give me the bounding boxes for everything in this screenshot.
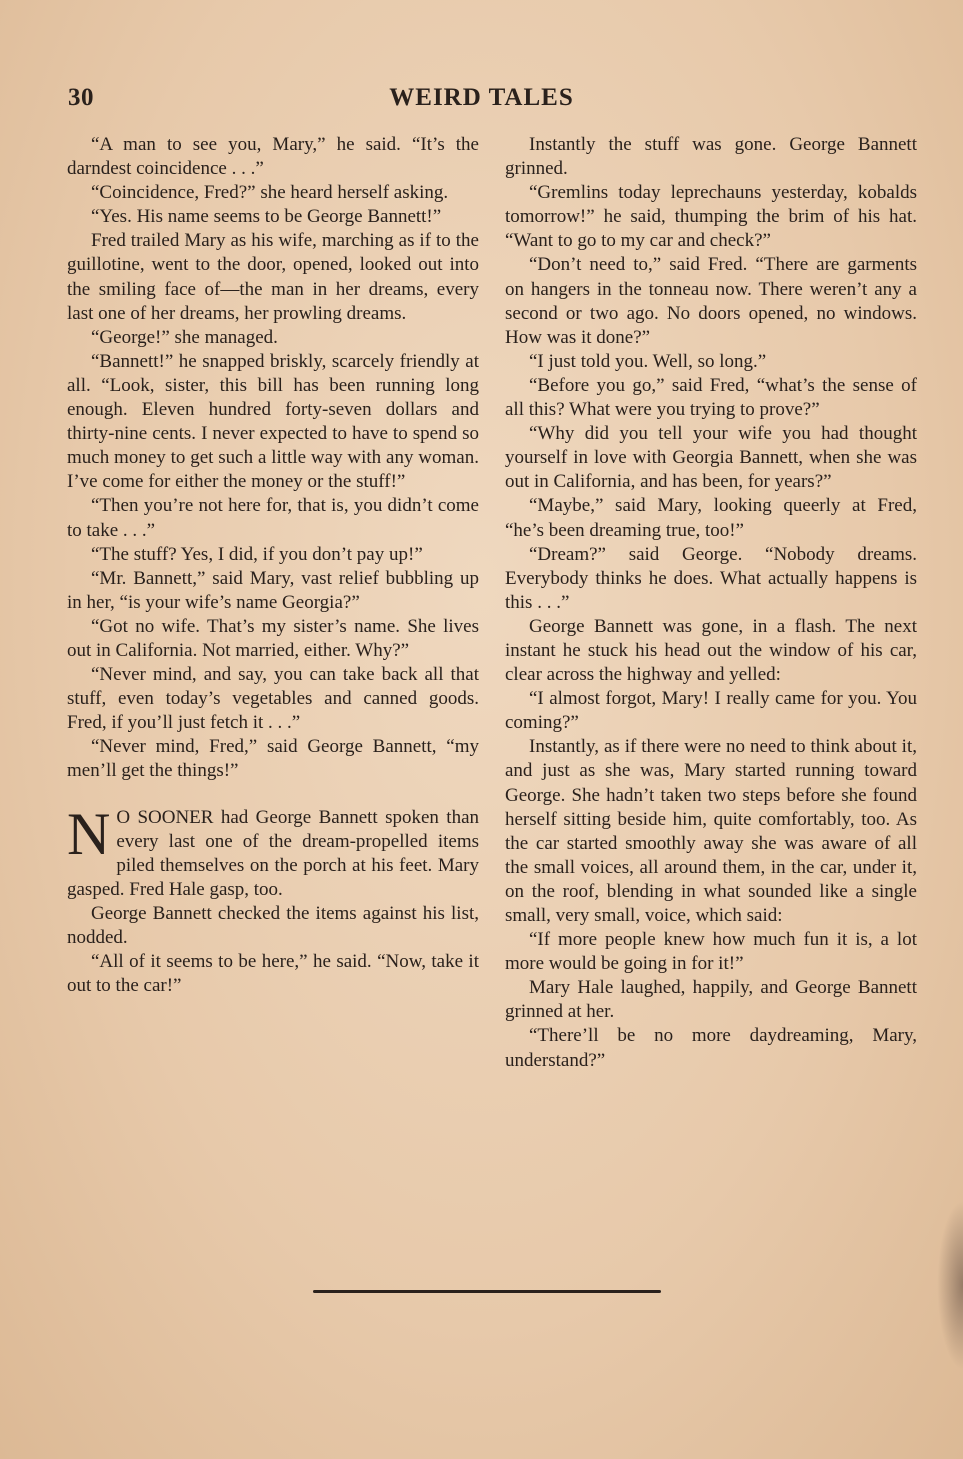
- paragraph: “Coincidence, Fred?” she heard herself asking.: [91, 182, 449, 204]
- paragraph: “I almost forgot, Mary! I really came for you. You coming?”: [505, 688, 917, 734]
- paragraph: “There’ll be no more daydreaming, Mary, understand?”: [505, 1025, 917, 1071]
- paragraph: “Never mind, Fred,” said George Bannett, “my men’ll get the things!”: [67, 736, 479, 782]
- paragraph: Instantly, as if there were no need to think about it, and just as she was, Mary started running toward George. She hadn’t taken two steps before she found herself sitting beside him, quite comfortably, too. As the car started smoothly away she was aware of all the small voices, all around them, in the car, under it, on the roof, blending in what sounded like a single small, very small, voice, which said:: [505, 736, 917, 926]
- paragraph: George Bannett checked the items against his list, nodded.: [67, 902, 479, 948]
- section-text: had George Bannett spoken than every last one of the dream-propelled items piled themselves on the porch at his feet. Mary gasped. Fred Hale gasp, too.: [67, 806, 480, 900]
- section-break-paragraph: [67, 800, 480, 902]
- paragraph: “Before you go,” said Fred, “what’s the sense of all this? What were you trying to prove?”: [505, 374, 917, 421]
- drop-cap: N: [67, 800, 111, 867]
- paragraph: “Don’t need to,” said Fred. “There are garments on hangers in the tonneau now. There weren’t any a second or two ago. No doors opened, no windows. How was it done?”: [505, 254, 917, 348]
- right-column: [505, 133, 917, 1073]
- running-head: WEIRD TALES: [389, 84, 574, 111]
- section-lead: O SOONER: [116, 806, 214, 828]
- paragraph: “Yes. His name seems to be George Bannett!”: [91, 206, 442, 228]
- paragraph: “Gremlins today leprechauns yesterday, kobalds tomorrow!” he said, thumping the brim of his hat. “Want to go to my car and check?”: [505, 182, 917, 252]
- paragraph: Fred trailed Mary as his wife, marching as if to the guillotine, went to the door, opened, looked out into the smiling face of—the man in her dreams, every last one of her dreams, her prowling dreams.: [67, 230, 479, 324]
- paragraph: “Got no wife. That’s my sister’s name. She lives out in California. Not married, either. Why?”: [67, 615, 479, 661]
- paragraph: “A man to see you, Mary,” he said. “It’s the darndest coincidence . . .”: [67, 134, 479, 180]
- end-rule: [313, 1290, 661, 1293]
- paragraph: “I just told you. Well, so long.”: [529, 350, 767, 372]
- paragraph: “If more people knew how much fun it is, a lot more would be going in for it!”: [505, 929, 917, 975]
- page-number: 30: [68, 84, 94, 111]
- page-edge-shadow: [937, 1200, 963, 1370]
- paragraph: “Bannett!” he snapped briskly, scarcely friendly at all. “Look, sister, this bill has been running long enough. Eleven hundred forty-seven dollars and thirty-nine cents. I never expected to have to spend so much money to get such a little way with any woman. I’ve come for either the money or the stuff!”: [67, 350, 479, 493]
- paragraph: “Mr. Bannett,” said Mary, vast relief bubbling up in her, “is your wife’s name Georgia?”: [67, 567, 479, 613]
- paragraph: “Maybe,” said Mary, looking queerly at Fred, “he’s been dreaming true, too!”: [505, 495, 917, 541]
- left-column: [67, 133, 479, 998]
- paragraph: Mary Hale laughed, happily, and George Bannett grinned at her.: [505, 977, 917, 1023]
- paragraph: Instantly the stuff was gone. George Bannett grinned.: [505, 134, 917, 180]
- paragraph: “Dream?” said George. “Nobody dreams. Everybody thinks he does. What actually happens is this . . .”: [505, 543, 917, 613]
- paragraph: “Then you’re not here for, that is, you didn’t come to take . . .”: [67, 495, 479, 541]
- paragraph: “Why did you tell your wife you had thought yourself in love with Georgia Bannett, when she was out in California, and has been, for years?”: [505, 423, 917, 493]
- paragraph: “Never mind, and say, you can take back all that stuff, even today’s vegetables and canned goods. Fred, if you’ll just fetch it . . .”: [67, 664, 479, 734]
- paragraph: “The stuff? Yes, I did, if you don’t pay up!”: [91, 543, 423, 565]
- paragraph: “George!” she managed.: [91, 326, 278, 348]
- paragraph: “All of it seems to be here,” he said. “Now, take it out to the car!”: [67, 951, 479, 997]
- paragraph: George Bannett was gone, in a flash. The next instant he stuck his head out the window of his car, clear across the highway and yelled:: [505, 615, 917, 686]
